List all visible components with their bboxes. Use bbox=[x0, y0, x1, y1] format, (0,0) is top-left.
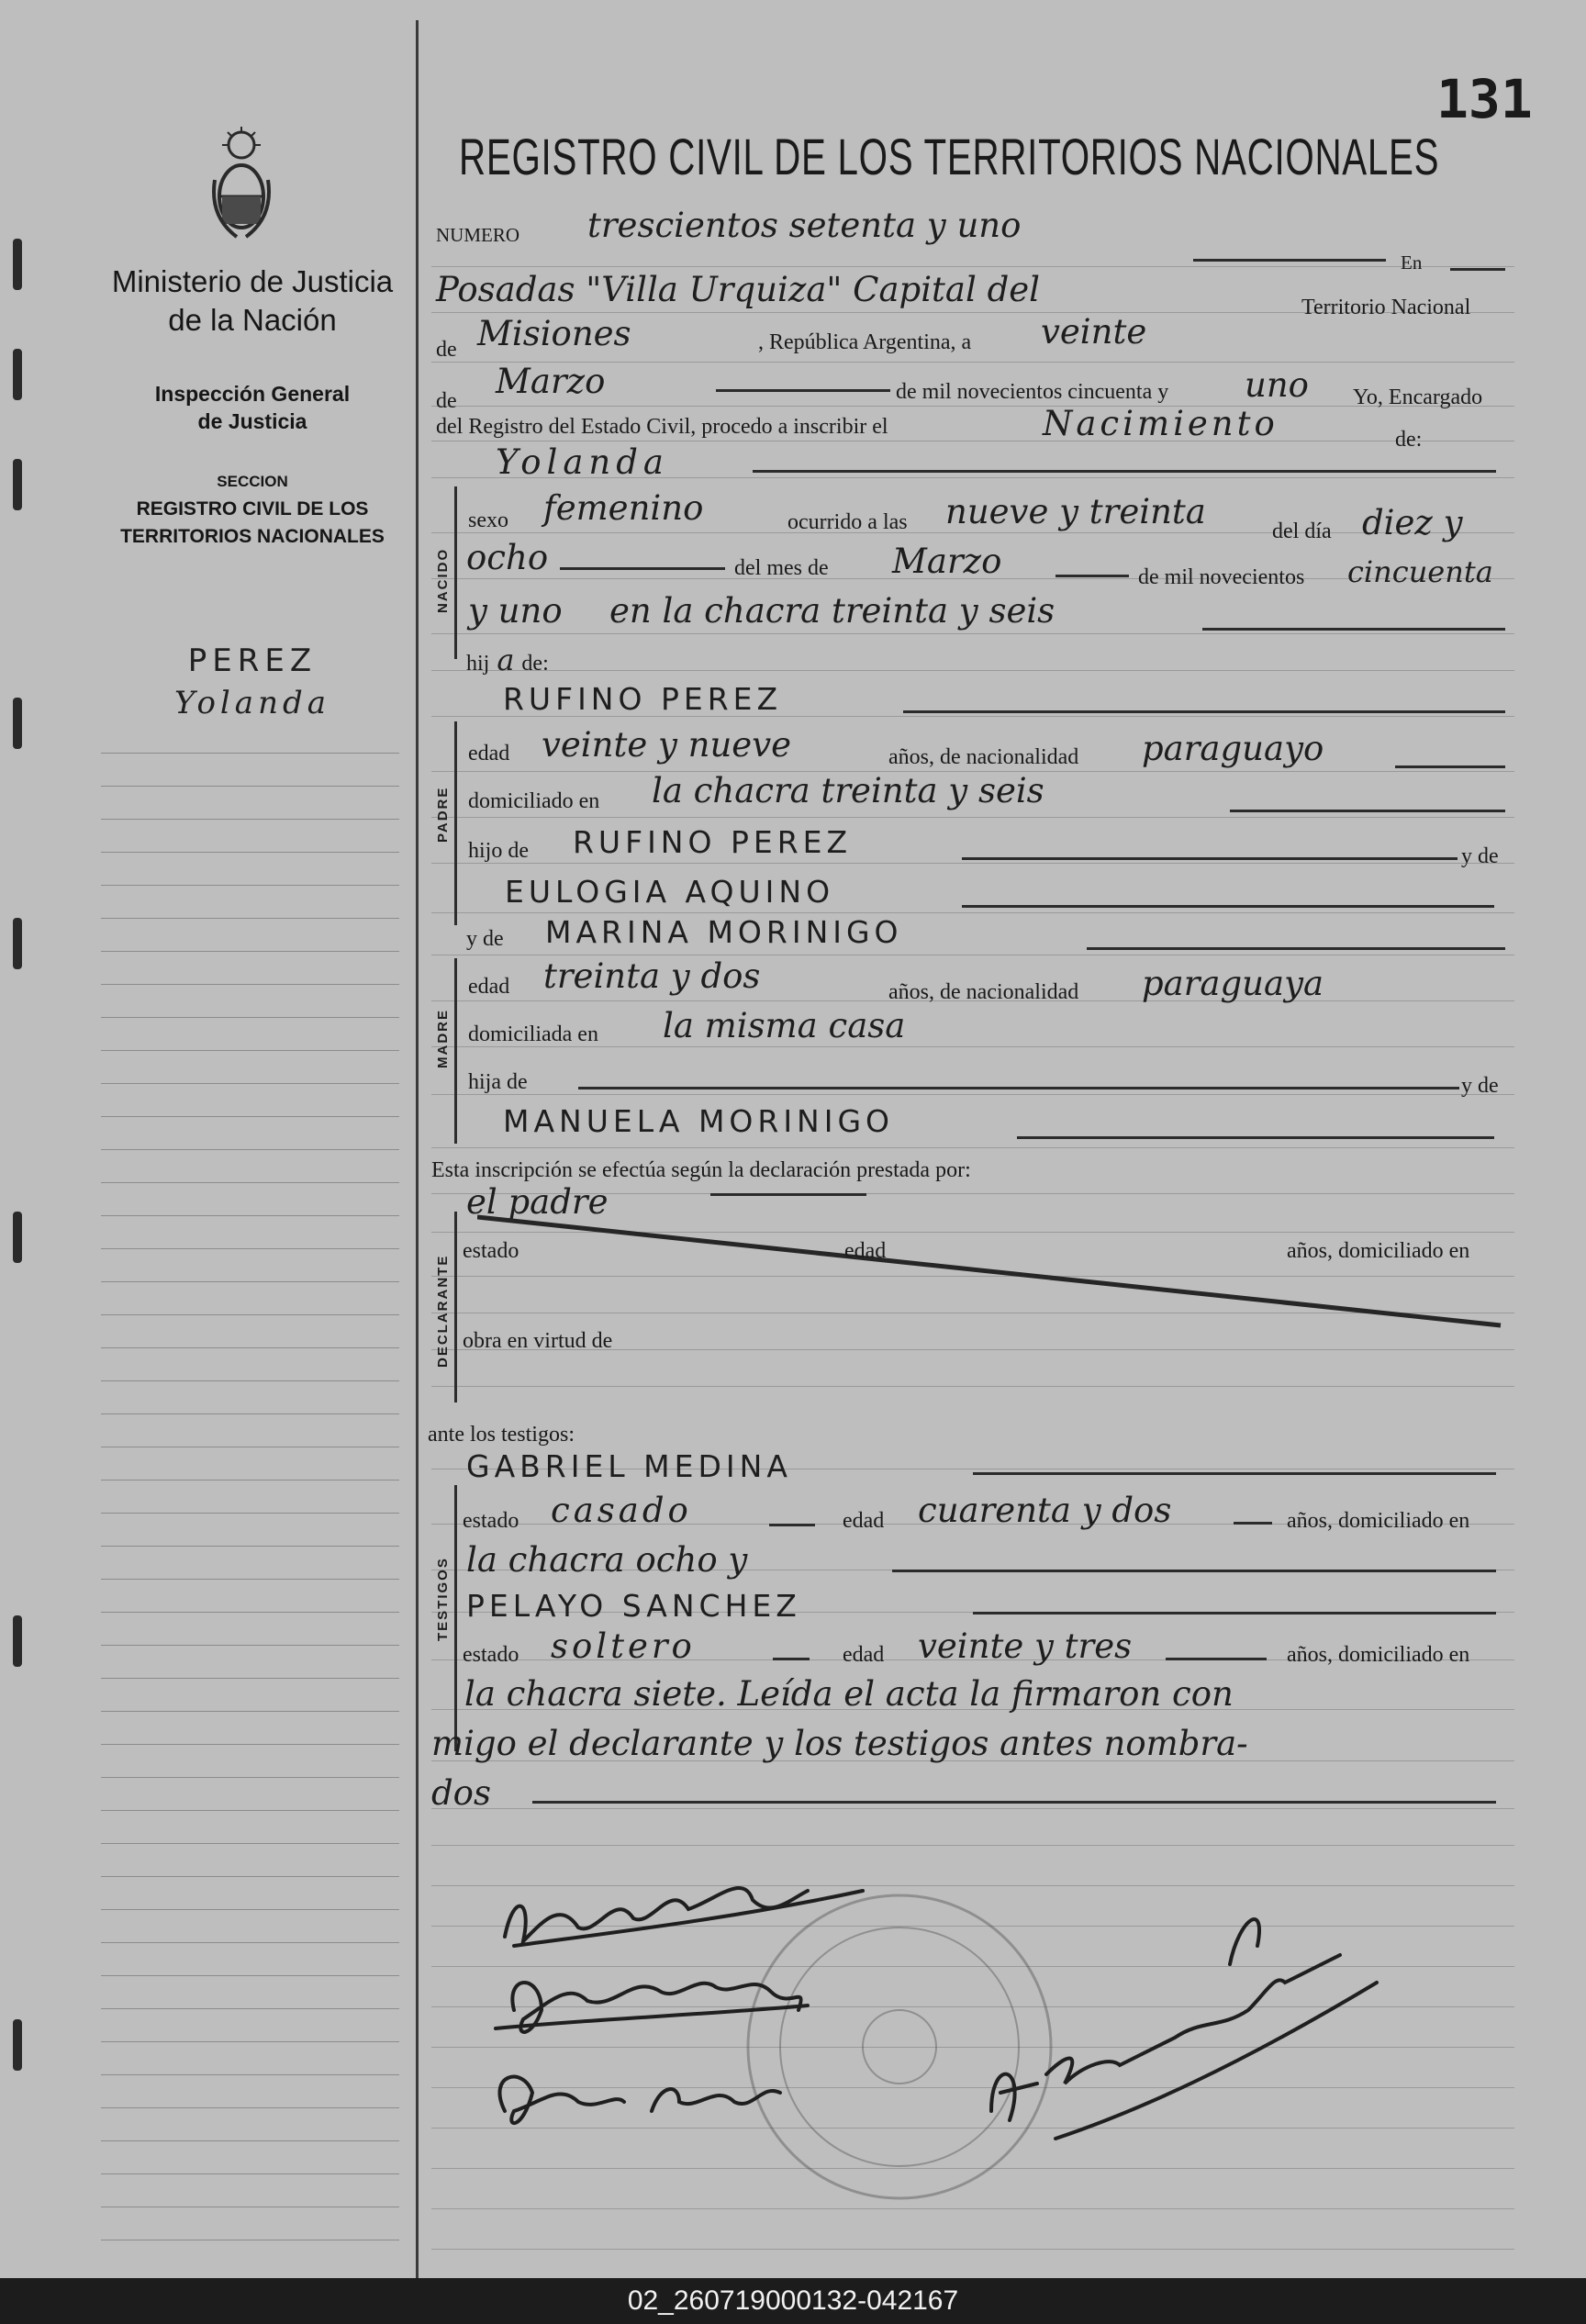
form-ruled-line bbox=[431, 670, 1514, 671]
madre-dom-label: domiciliada en bbox=[468, 1022, 598, 1046]
form-ruled-line bbox=[431, 1147, 1514, 1148]
decl-estado-label: estado bbox=[463, 1239, 519, 1263]
madre-bracket bbox=[454, 958, 457, 1144]
fill-stroke bbox=[532, 1801, 1496, 1804]
padre-nac-label: años, de nacionalidad bbox=[888, 745, 1079, 769]
fill-stroke bbox=[962, 905, 1494, 908]
margin-ruled-line bbox=[101, 786, 399, 787]
margin-ruled-line bbox=[101, 2107, 399, 2108]
form-ruled-line bbox=[431, 817, 1514, 818]
nacido-bracket bbox=[454, 486, 457, 659]
fill-stroke bbox=[578, 1087, 1459, 1089]
margin-ruled-line bbox=[101, 1843, 399, 1844]
madre-y-de-2-label: y de bbox=[1461, 1074, 1499, 1098]
column-divider bbox=[416, 20, 419, 2278]
fill-stroke bbox=[716, 389, 890, 392]
hora-value: nueve y treinta bbox=[945, 492, 1206, 531]
madre-dom-value: la misma casa bbox=[663, 1006, 906, 1045]
abuela-m-value: MANUELA MORINIGO bbox=[503, 1103, 895, 1139]
form-ruled-line bbox=[431, 633, 1514, 634]
margin-ruled-line bbox=[101, 1579, 399, 1580]
t1-edad-label: edad bbox=[843, 1509, 885, 1533]
cierre-line-1: la chacra siete. Leída el acta la firmaron con bbox=[464, 1674, 1234, 1714]
fill-stroke bbox=[973, 1612, 1496, 1615]
margin-ruled-line bbox=[101, 1116, 399, 1117]
seccion-line-3: TERRITORIOS NACIONALES bbox=[120, 526, 385, 547]
page-number: 131 bbox=[1436, 68, 1533, 130]
form-ruled-line bbox=[431, 406, 1514, 407]
lugar-value: Posadas "Villa Urquiza" Capital del bbox=[436, 270, 1040, 309]
padre-label: PADRE bbox=[435, 786, 451, 843]
fill-stroke bbox=[753, 470, 1496, 473]
margin-ruled-line bbox=[101, 1248, 399, 1249]
declarante-bracket bbox=[454, 1212, 457, 1402]
abuela-p-value: EULOGIA AQUINO bbox=[505, 874, 835, 910]
fill-stroke bbox=[560, 567, 725, 570]
fill-stroke bbox=[1055, 575, 1129, 577]
t2-edad-label: edad bbox=[843, 1643, 885, 1667]
form-ruled-line bbox=[431, 912, 1514, 913]
margin-ruled-line bbox=[101, 918, 399, 919]
coat-of-arms-icon bbox=[209, 125, 274, 244]
margin-ruled-line bbox=[101, 1017, 399, 1018]
de-label: de bbox=[436, 338, 457, 362]
fill-stroke bbox=[903, 710, 1505, 713]
yo-encargado-label: Yo, Encargado bbox=[1353, 385, 1483, 409]
fill-stroke bbox=[1395, 765, 1505, 768]
inspeccion-line-1: Inspección General bbox=[154, 382, 351, 406]
nombre-value: Yolanda bbox=[496, 442, 669, 482]
margin-ruled-line bbox=[101, 1678, 399, 1679]
margin-ruled-line bbox=[101, 1942, 399, 1943]
sexo-value: femenino bbox=[543, 488, 704, 528]
margin-ruled-line bbox=[101, 1413, 399, 1414]
anio-value: uno bbox=[1245, 365, 1309, 405]
fill-stroke bbox=[1087, 947, 1505, 950]
decl-dom-label: años, domiciliado en bbox=[1287, 1239, 1470, 1263]
margin-ruled-line bbox=[101, 2008, 399, 2009]
madre-nombre-value: MARINA MORINIGO bbox=[545, 914, 903, 950]
signature-gabriel-medina bbox=[496, 1983, 808, 2032]
fill-stroke bbox=[892, 1570, 1496, 1572]
ministry-name bbox=[101, 263, 404, 340]
hijo-de-label: hijo de bbox=[468, 839, 529, 863]
form-ruled-line bbox=[431, 2249, 1514, 2250]
margin-ruled-line bbox=[101, 1546, 399, 1547]
seccion-line-1: SECCION bbox=[217, 473, 288, 490]
testigo2-value: PELAYO SANCHEZ bbox=[466, 1588, 801, 1624]
left-margin-column bbox=[0, 0, 413, 2278]
fill-stroke bbox=[1230, 810, 1505, 812]
anio-nac-value-2: y uno bbox=[468, 591, 563, 631]
inspeccion-general bbox=[101, 380, 404, 435]
margin-ruled-line bbox=[101, 1314, 399, 1315]
padre-dom-value: la chacra treinta y seis bbox=[652, 771, 1044, 810]
fill-stroke bbox=[1202, 628, 1505, 631]
territorio-value: Misiones bbox=[477, 314, 631, 353]
dia-value: veinte bbox=[1041, 312, 1147, 352]
margin-ruled-line bbox=[101, 1711, 399, 1712]
de-mil-label: de mil novecientos bbox=[1138, 565, 1305, 589]
fill-stroke bbox=[1166, 1658, 1267, 1660]
lugar-nac-value: en la chacra treinta y seis bbox=[609, 591, 1055, 631]
hij-prefix: hij bbox=[466, 652, 490, 676]
padre-dom-label: domiciliado en bbox=[468, 789, 600, 813]
margin-ruled-line bbox=[101, 753, 399, 754]
margin-ruled-line bbox=[101, 984, 399, 985]
hij-label bbox=[466, 642, 549, 677]
dia-nac-value-2: ocho bbox=[466, 538, 549, 577]
anio-nac-value-1: cincuenta bbox=[1347, 554, 1493, 589]
margin-ruled-line bbox=[101, 852, 399, 853]
fill-stroke bbox=[773, 1658, 810, 1660]
padre-nombre-value: RUFINO PEREZ bbox=[503, 681, 783, 717]
margin-ruled-line bbox=[101, 1975, 399, 1976]
form-ruled-line bbox=[431, 532, 1514, 533]
ministry-line-2: de la Nación bbox=[168, 303, 337, 337]
ante-testigos-label: ante los testigos: bbox=[428, 1423, 575, 1447]
declarante-value: el padre bbox=[466, 1182, 609, 1222]
fill-stroke bbox=[1450, 268, 1505, 271]
del-mes-label: del mes de bbox=[734, 556, 829, 580]
margin-ruled-line bbox=[101, 2173, 399, 2174]
padre-nac-value: paraguayo bbox=[1142, 729, 1324, 768]
del-dia-label: del día bbox=[1272, 520, 1332, 543]
en-label: En bbox=[1401, 251, 1423, 274]
margin-ruled-line bbox=[101, 1513, 399, 1514]
form-ruled-line bbox=[431, 1094, 1514, 1095]
ministry-line-1: Ministerio de Justicia bbox=[111, 264, 394, 298]
form-ruled-line bbox=[431, 1386, 1514, 1387]
margin-ruled-line bbox=[101, 2041, 399, 2042]
numero-value: trescientos setenta y uno bbox=[587, 206, 1022, 245]
t2-estado-value: soltero bbox=[551, 1626, 696, 1666]
mes-nac-value: Marzo bbox=[892, 542, 1002, 581]
madre-nac-label: años, de nacionalidad bbox=[888, 980, 1079, 1004]
sexo-label: sexo bbox=[468, 508, 508, 532]
y-de-label: y de bbox=[1461, 844, 1499, 868]
margin-given-name: Yolanda bbox=[173, 685, 331, 721]
de-colon-label: de: bbox=[1395, 428, 1423, 452]
cierre-line-2: migo el declarante y los testigos antes nombra- bbox=[431, 1724, 1248, 1763]
republica-label: , República Argentina, a bbox=[758, 330, 972, 354]
margin-ruled-line bbox=[101, 819, 399, 820]
madre-hija-de-label: hija de bbox=[468, 1070, 528, 1094]
cancel-diagonal-stroke bbox=[477, 1212, 1505, 1331]
fill-stroke bbox=[1234, 1522, 1272, 1525]
cierre-line-3: dos bbox=[431, 1773, 491, 1813]
signature-rufino-perez bbox=[505, 1888, 863, 1946]
margin-ruled-line bbox=[101, 2140, 399, 2141]
fill-stroke bbox=[1193, 259, 1386, 262]
del-registro-label: del Registro del Estado Civil, procedo a inscribir el bbox=[436, 415, 888, 439]
fill-stroke bbox=[962, 857, 1458, 860]
t2-dom-label: años, domiciliado en bbox=[1287, 1643, 1470, 1667]
margin-ruled-line bbox=[101, 1777, 399, 1778]
margin-ruled-line bbox=[101, 885, 399, 886]
seccion-block bbox=[101, 468, 404, 551]
margin-ruled-line bbox=[101, 951, 399, 952]
nacido-label: NACIDO bbox=[435, 547, 451, 613]
padre-edad-value: veinte y nueve bbox=[542, 725, 792, 765]
form-ruled-line bbox=[431, 863, 1514, 864]
de2-label: de bbox=[436, 389, 457, 413]
t1-dom-label: años, domiciliado en bbox=[1287, 1509, 1470, 1533]
madre-y-de-label: y de bbox=[466, 927, 504, 951]
margin-ruled-line bbox=[101, 1810, 399, 1811]
register-title: REGISTRO CIVIL DE LOS TERRITORIOS NACIONALES bbox=[459, 128, 1440, 185]
fill-stroke bbox=[710, 1193, 866, 1196]
signatures-area bbox=[477, 1836, 1505, 2221]
t2-estado-label: estado bbox=[463, 1643, 519, 1667]
signature-pelayo-sanchez bbox=[499, 2077, 780, 2124]
form-ruled-line bbox=[431, 266, 1514, 267]
margin-ruled-line bbox=[101, 1347, 399, 1348]
margin-ruled-line bbox=[101, 1050, 399, 1051]
margin-surname: PEREZ bbox=[187, 642, 318, 679]
margin-ruled-line bbox=[101, 1380, 399, 1381]
abuelo-p-value: RUFINO PEREZ bbox=[573, 824, 853, 860]
padre-bracket bbox=[454, 721, 457, 925]
t2-edad-value: veinte y tres bbox=[918, 1626, 1133, 1666]
t1-estado-value: casado bbox=[551, 1491, 692, 1530]
margin-ruled-line bbox=[101, 1149, 399, 1150]
fill-stroke bbox=[1017, 1136, 1494, 1139]
margin-ruled-line bbox=[101, 1083, 399, 1084]
dia-nac-value-1: diez y bbox=[1362, 503, 1463, 542]
margin-ruled-line bbox=[101, 1645, 399, 1646]
margin-ruled-line bbox=[101, 1876, 399, 1877]
testigo1-value: GABRIEL MEDINA bbox=[466, 1448, 792, 1484]
seccion-line-2: REGISTRO CIVIL DE LOS bbox=[136, 498, 369, 520]
margin-ruled-line bbox=[101, 1744, 399, 1745]
padre-edad-label: edad bbox=[468, 742, 510, 765]
fill-stroke bbox=[973, 1472, 1496, 1475]
margin-ruled-line bbox=[101, 1215, 399, 1216]
testigos-bracket bbox=[454, 1485, 457, 1751]
madre-edad-label: edad bbox=[468, 975, 510, 999]
fill-stroke bbox=[769, 1524, 815, 1526]
mil-cincuenta-label: de mil novecientos cincuenta y bbox=[896, 380, 1169, 404]
testigos-label: TESTIGOS bbox=[435, 1557, 451, 1641]
margin-ruled-line bbox=[101, 1909, 399, 1910]
margin-ruled-line bbox=[101, 2074, 399, 2075]
inspeccion-line-2: de Justicia bbox=[197, 409, 307, 433]
margin-ruled-line bbox=[101, 1182, 399, 1183]
ocurrido-label: ocurrido a las bbox=[787, 510, 908, 534]
official-seal-icon bbox=[748, 1895, 1051, 2198]
form-ruled-line bbox=[431, 1808, 1514, 1809]
esta-inscripcion-label: Esta inscripción se efectúa según la declaración prestada por: bbox=[431, 1158, 971, 1182]
numero-label: NUMERO bbox=[436, 224, 520, 246]
tipo-value: Nacimiento bbox=[1043, 404, 1279, 443]
t1-estado-label: estado bbox=[463, 1509, 519, 1533]
madre-label: MADRE bbox=[435, 1009, 451, 1068]
hij-letter: a bbox=[497, 642, 515, 677]
madre-nac-value: paraguaya bbox=[1142, 964, 1324, 1003]
margin-ruled-line bbox=[101, 1612, 399, 1613]
obra-virtud-label: obra en virtud de bbox=[463, 1329, 613, 1353]
madre-edad-value: treinta y dos bbox=[543, 956, 761, 996]
territorio-label: Territorio Nacional bbox=[1301, 296, 1471, 319]
mes-value: Marzo bbox=[496, 362, 606, 401]
hij-suffix: de: bbox=[521, 652, 549, 676]
scan-identifier: 02_260719000132-042167 bbox=[0, 2278, 1586, 2324]
t1-edad-value: cuarenta y dos bbox=[918, 1491, 1172, 1530]
margin-ruled-line bbox=[101, 1281, 399, 1282]
decl-edad-label: edad bbox=[844, 1239, 887, 1263]
t1-dom-value: la chacra ocho y bbox=[466, 1540, 748, 1580]
declarante-label: DECLARANTE bbox=[435, 1254, 451, 1368]
